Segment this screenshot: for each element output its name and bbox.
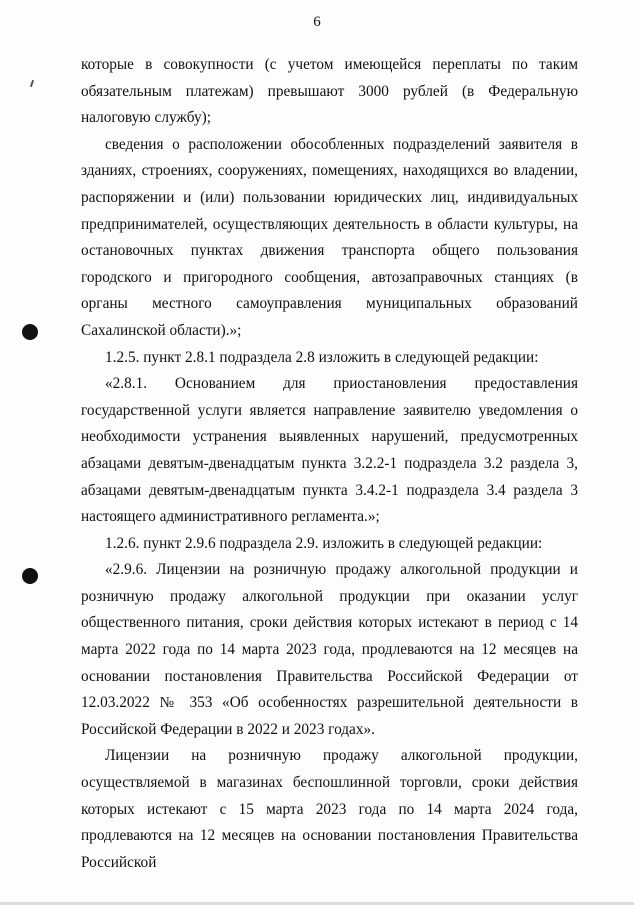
paragraph-continuation: которые в совокупности (с учетом имеющейся переплаты по таким обязательным платежам) превышают 3000 рублей (в Федеральную налоговую службу); (81, 56, 578, 127)
page-number: 6 (313, 14, 321, 30)
paragraph-duty-free-licenses: Лицензии на розничную продажу алкогольной продукции, осуществляемой в магазинах беспошлинной торговли, сроки действия которых истекают с 15 марта 2023 года по 14 марта 2024 года, продлеваются на 12 месяцев на основании постановления Правительства Российской (81, 747, 578, 871)
paragraph-item-1-2-5: 1.2.5. пункт 2.8.1 подраздела 2.8 изложить в следующей редакции: (105, 348, 539, 366)
paragraph-clause-2-8-1: «2.8.1. Основанием для приостановления предоставления государственной услуги является направление заявителю уведомления о необходимости устранения выявленных нарушений, предусмотренных абзацами девятым-двенадцатым пункта 3.2.2-1 подраздела 3.2 раздела 3, абзацами девятым-двенадцатым пункта 3.4.2-1 подраздела 3.4 раздела 3 настоящего административного регламента.»; (81, 375, 578, 526)
punch-hole (22, 324, 38, 340)
punch-hole (22, 568, 38, 584)
document-body (81, 52, 578, 876)
paragraph-item-1-2-6: 1.2.6. пункт 2.9.6 подраздела 2.9. изложить в следующей редакции: (105, 534, 543, 552)
pen-mark (30, 80, 34, 87)
paragraph-clause-2-9-6: «2.9.6. Лицензии на розничную продажу алкогольной продукции и розничную продажу алкогольной продукции при оказании услуг общественного питания, сроки действия которых истекают в период с 14 марта 2022 года по 14 марта 2023 года, продлеваются на 12 месяцев на основании постановления Правительства Российской Федерации от 12.03.2022 № 353 «Об особенностях разрешительной деятельности в Российской Федерации в 2022 и 2023 годах». (81, 561, 578, 738)
paragraph-subdivisions-info: сведения о расположении обособленных подразделений заявителя в зданиях, строениях, сооружениях, помещениях, находящихся во владении, распоряжении и (или) пользовании юридических лиц, индивидуальных предпринимателей, осуществляющих деятельность в области культуры, на остановочных пунктах движения транспорта общего пользования городского и пригородного сообщения, автозаправочных станциях (в органы местного самоуправления муниципальных образований Сахалинской области).»; (81, 135, 578, 339)
